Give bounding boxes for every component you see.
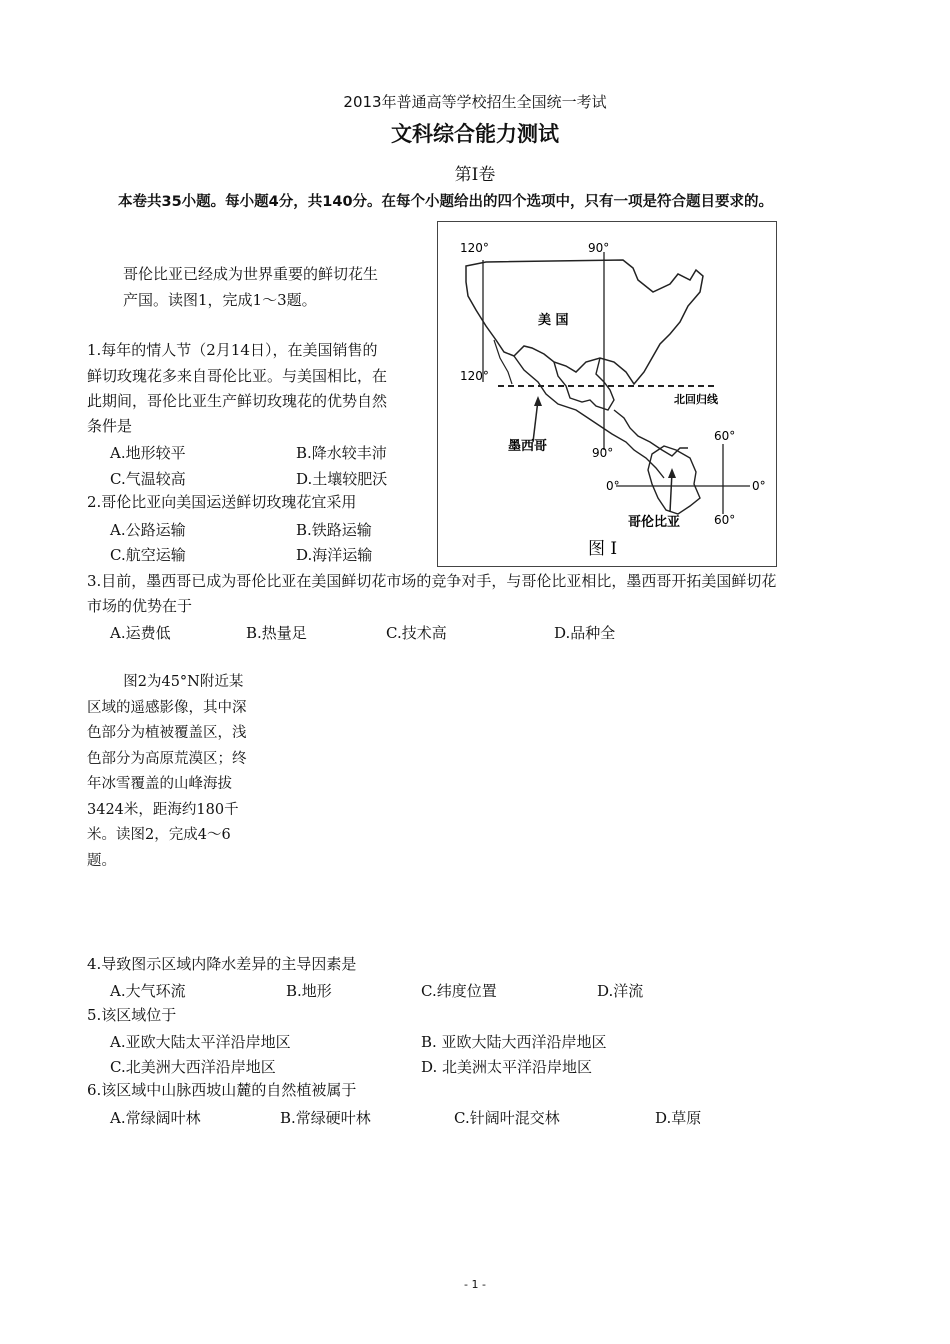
q1-stem-line: 此期间，哥伦比亚生产鲜切玫瑰花的优势自然 — [87, 392, 388, 410]
mexico-arrow — [533, 400, 538, 442]
map-label-90-bottom: 90° — [592, 446, 614, 460]
intro1-line: 产国。读图1，完成1～3题。 — [123, 291, 317, 309]
q6-option-d: D.草原 — [655, 1109, 702, 1127]
q3-option-a: A.运费低 — [110, 624, 171, 642]
q2-option-c: C.航空运输 — [110, 546, 186, 564]
q2-option-a: A.公路运输 — [110, 521, 186, 539]
q3-stem-line: 市场的优势在于 — [87, 597, 193, 615]
usa-outline — [466, 260, 703, 384]
map-label-60-bottom: 60° — [714, 513, 736, 527]
q1-stem-line: 1.每年的情人节（2月14日），在美国销售的 — [87, 341, 378, 359]
map-label-90-top: 90° — [588, 241, 610, 255]
section-title: 第Ⅰ卷 — [454, 165, 496, 185]
q4-option-a: A.大气环流 — [110, 982, 186, 1000]
paper-title: 文科综合能力测试 — [391, 122, 559, 146]
q5-option-b: B. 亚欧大陆大西洋沿岸地区 — [421, 1033, 607, 1051]
intro1-line: 哥伦比亚已经成为世界重要的鲜切花生 — [123, 265, 379, 283]
q6-option-b: B.常绿硬叶林 — [280, 1109, 371, 1127]
q5-stem: 5.该区域位于 — [87, 1006, 177, 1024]
q2-stem: 2.哥伦比亚向美国运送鲜切玫瑰花宜采用 — [87, 493, 357, 511]
q2-option-b: B.铁路运输 — [296, 521, 372, 539]
q5-option-d: D. 北美洲太平洋沿岸地区 — [421, 1058, 593, 1076]
map-caption: 图 I — [588, 539, 618, 559]
q3-option-c: C.技术高 — [386, 624, 447, 642]
q1-option-c: C.气温较高 — [110, 470, 186, 488]
q3-stem-line: 3.目前，墨西哥已成为哥伦比亚在美国鲜切花市场的竞争对手，与哥伦比亚相比，墨西哥开拓美国鲜切花 — [87, 572, 777, 590]
map-label-mexico: 墨西哥 — [508, 439, 548, 454]
q3-option-b: B.热量足 — [246, 624, 307, 642]
q4-option-b: B.地形 — [286, 982, 332, 1000]
q1-option-d: D.土壤较肥沃 — [296, 470, 388, 488]
map-drawing — [438, 222, 776, 566]
colombia-arrow-head — [668, 468, 676, 478]
q5-option-a: A.亚欧大陆太平洋沿岸地区 — [110, 1033, 291, 1051]
map-label-equator-right: 0° — [752, 479, 766, 493]
map-label-colombia: 哥伦比亚 — [628, 515, 681, 530]
map-label-usa: 美 国 — [538, 313, 569, 328]
exam-title: 2013年普通高等学校招生全国统一考试 — [343, 93, 607, 111]
q1-option-a: A.地形较平 — [110, 444, 186, 462]
mexico-arrow-head — [534, 396, 542, 406]
map-label-60-top: 60° — [714, 429, 736, 443]
q6-option-c: C.针阔叶混交林 — [454, 1109, 560, 1127]
map-label-tropic: 北回归线 — [674, 393, 718, 406]
baja-coast — [494, 340, 512, 384]
intro2: 图2为45°N附近某区域的遥感影像，其中深色部分为植被覆盖区，浅色部分为高原荒漠区；终年冰雪覆盖的山峰海拔3424米，距海约180千米。读图2，完成4～6题。 — [87, 674, 247, 869]
q6-stem: 6.该区域中山脉西坡山麓的自然植被属于 — [87, 1081, 357, 1099]
q4-option-d: D.洋流 — [597, 982, 644, 1000]
q5-option-c: C.北美洲大西洋沿岸地区 — [110, 1058, 276, 1076]
q2-option-d: D.海洋运输 — [296, 546, 373, 564]
q6-option-a: A.常绿阔叶林 — [110, 1109, 201, 1127]
figure-1-map — [437, 221, 777, 567]
mexico-gulf-coast — [554, 358, 614, 410]
q4-stem: 4.导致图示区域内降水差异的主导因素是 — [87, 955, 357, 973]
map-label-equator-left: 0° — [606, 479, 620, 493]
q1-option-b: B.降水较丰沛 — [296, 444, 387, 462]
central-america-coast — [614, 410, 688, 456]
q4-option-c: C.纬度位置 — [421, 982, 497, 1000]
map-label-120-top: 120° — [460, 241, 489, 255]
q3-option-d: D.品种全 — [554, 624, 616, 642]
q1-stem-line: 鲜切玫瑰花多来自哥伦比亚。与美国相比，在 — [87, 367, 388, 385]
q1-stem-line: 条件是 — [87, 417, 133, 435]
colombia-outline — [648, 446, 700, 514]
map-label-120-mid: 120° — [460, 369, 489, 383]
instructions: 本卷共35小题。每小题4分，共140分。在每个小题给出的四个选项中，只有一项是符合题目要求的。 — [118, 194, 774, 210]
page-number: - 1 - — [464, 1278, 486, 1291]
